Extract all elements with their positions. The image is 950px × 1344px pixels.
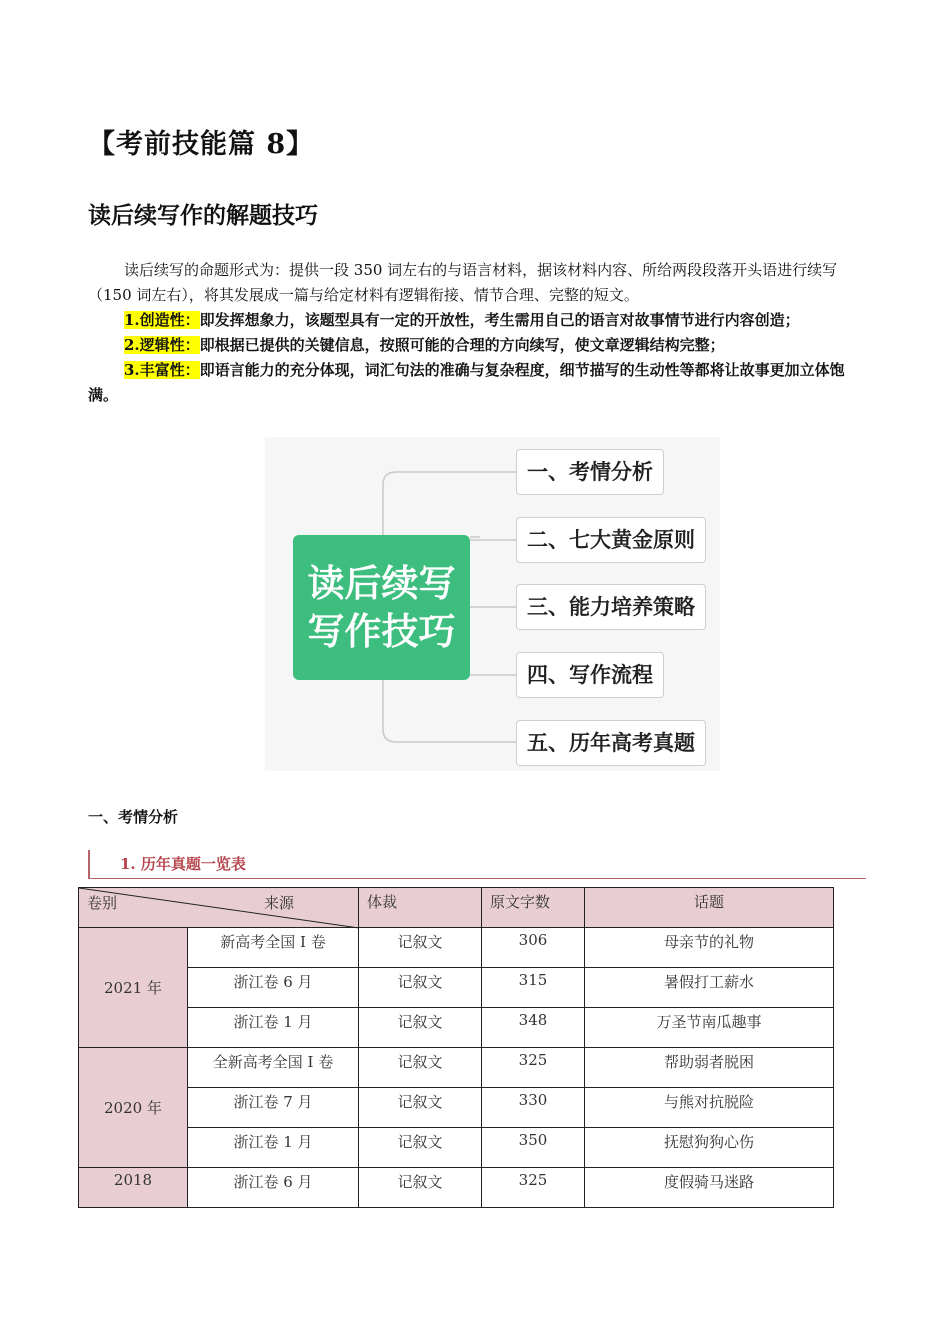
header-source: 来源 <box>264 894 295 912</box>
table-row <box>79 968 834 1008</box>
table-row <box>79 1168 834 1208</box>
diagonal-line <box>79 888 359 930</box>
mind-map <box>265 437 720 771</box>
source-cell: 全新高考全国 I 卷 <box>188 1048 359 1088</box>
table-row <box>79 1128 834 1168</box>
source-cell: 新高考全国 I 卷 <box>188 928 359 968</box>
table-header-row <box>79 888 834 928</box>
center-line-2: 写作技巧 <box>307 609 456 653</box>
year-cell: 2018 <box>79 1168 188 1208</box>
table-row <box>79 1088 834 1128</box>
header-year: 卷别 <box>87 894 118 912</box>
source-cell: 浙江卷 7 月 <box>188 1088 359 1128</box>
words-cell: 350 <box>482 1128 585 1168</box>
point-label: 3.丰富性： <box>124 361 200 379</box>
genre-cell: 记叙文 <box>359 1048 482 1088</box>
topic-cell: 万圣节南瓜趣事 <box>585 1008 834 1048</box>
point-text: 即发挥想象力，该题型具有一定的开放性，考生需用自己的语言对故事情节进行内容创造； <box>199 311 800 329</box>
page-title: 【考前技能篇 8】 <box>88 129 315 160</box>
header-topic: 话题 <box>585 888 834 928</box>
header-words: 原文字数 <box>482 888 585 928</box>
genre-cell: 记叙文 <box>359 1088 482 1128</box>
mind-map-node-4: 四、写作流程 <box>516 652 664 698</box>
source-cell: 浙江卷 6 月 <box>188 1168 359 1208</box>
topic-cell: 度假骑马迷路 <box>585 1168 834 1208</box>
source-cell: 浙江卷 1 月 <box>188 1128 359 1168</box>
table-row <box>79 928 834 968</box>
intro-section <box>88 258 866 408</box>
source-cell: 浙江卷 6 月 <box>188 968 359 1008</box>
words-cell: 348 <box>482 1008 585 1048</box>
point-label: 2.逻辑性： <box>124 336 200 354</box>
point-logic <box>88 333 866 358</box>
table-title-bar <box>88 850 866 879</box>
table-row <box>79 1048 834 1088</box>
words-cell: 306 <box>482 928 585 968</box>
source-cell: 浙江卷 1 月 <box>188 1008 359 1048</box>
genre-cell: 记叙文 <box>359 1128 482 1168</box>
exam-table <box>78 887 834 1208</box>
point-text: 即语言能力的充分体现，词汇句法的准确与复杂程度，细节描写的生动性等都将让故事更加立体饱满。 <box>88 361 845 404</box>
header-year-source <box>79 888 359 928</box>
table-title: 1. 历年真题一览表 <box>120 855 246 873</box>
year-cell: 2021 年 <box>79 928 188 1048</box>
words-cell: 330 <box>482 1088 585 1128</box>
point-text: 即根据已提供的关键信息，按照可能的合理的方向续写，使文章逻辑结构完整； <box>199 336 725 354</box>
mind-map-center <box>293 535 470 680</box>
mind-map-node-3: 三、能力培养策略 <box>516 584 706 630</box>
topic-cell: 与熊对抗脱险 <box>585 1088 834 1128</box>
genre-cell: 记叙文 <box>359 928 482 968</box>
year-cell: 2020 年 <box>79 1048 188 1168</box>
genre-cell: 记叙文 <box>359 968 482 1008</box>
title-accent-bar <box>88 850 90 878</box>
header-genre: 体裁 <box>359 888 482 928</box>
table-row <box>79 1008 834 1048</box>
point-richness <box>88 358 866 408</box>
subtitle: 读后续写作的解题技巧 <box>88 202 318 229</box>
genre-cell: 记叙文 <box>359 1168 482 1208</box>
center-line-1: 读后续写 <box>307 561 456 605</box>
section-heading-analysis: 一、考情分析 <box>88 808 179 826</box>
topic-cell: 抚慰狗狗心伤 <box>585 1128 834 1168</box>
intro-paragraph: 读后续写的命题形式为：提供一段 350 词左右的与语言材料，据该材料内容、所给两段段落开头语进行续写（150 词左右），将其发展成一篇与给定材料有逻辑衔接、情节合理、完整的短文。 <box>88 261 838 304</box>
point-label: 1.创造性： <box>124 311 200 329</box>
topic-cell: 暑假打工薪水 <box>585 968 834 1008</box>
point-creativity <box>88 308 866 333</box>
topic-cell: 帮助弱者脱困 <box>585 1048 834 1088</box>
mind-map-node-1: 一、考情分析 <box>516 449 664 495</box>
words-cell: 325 <box>482 1168 585 1208</box>
topic-cell: 母亲节的礼物 <box>585 928 834 968</box>
mind-map-node-2: 二、七大黄金原则 <box>516 517 706 563</box>
genre-cell: 记叙文 <box>359 1008 482 1048</box>
words-cell: 325 <box>482 1048 585 1088</box>
mind-map-node-5: 五、历年高考真题 <box>516 720 706 766</box>
words-cell: 315 <box>482 968 585 1008</box>
